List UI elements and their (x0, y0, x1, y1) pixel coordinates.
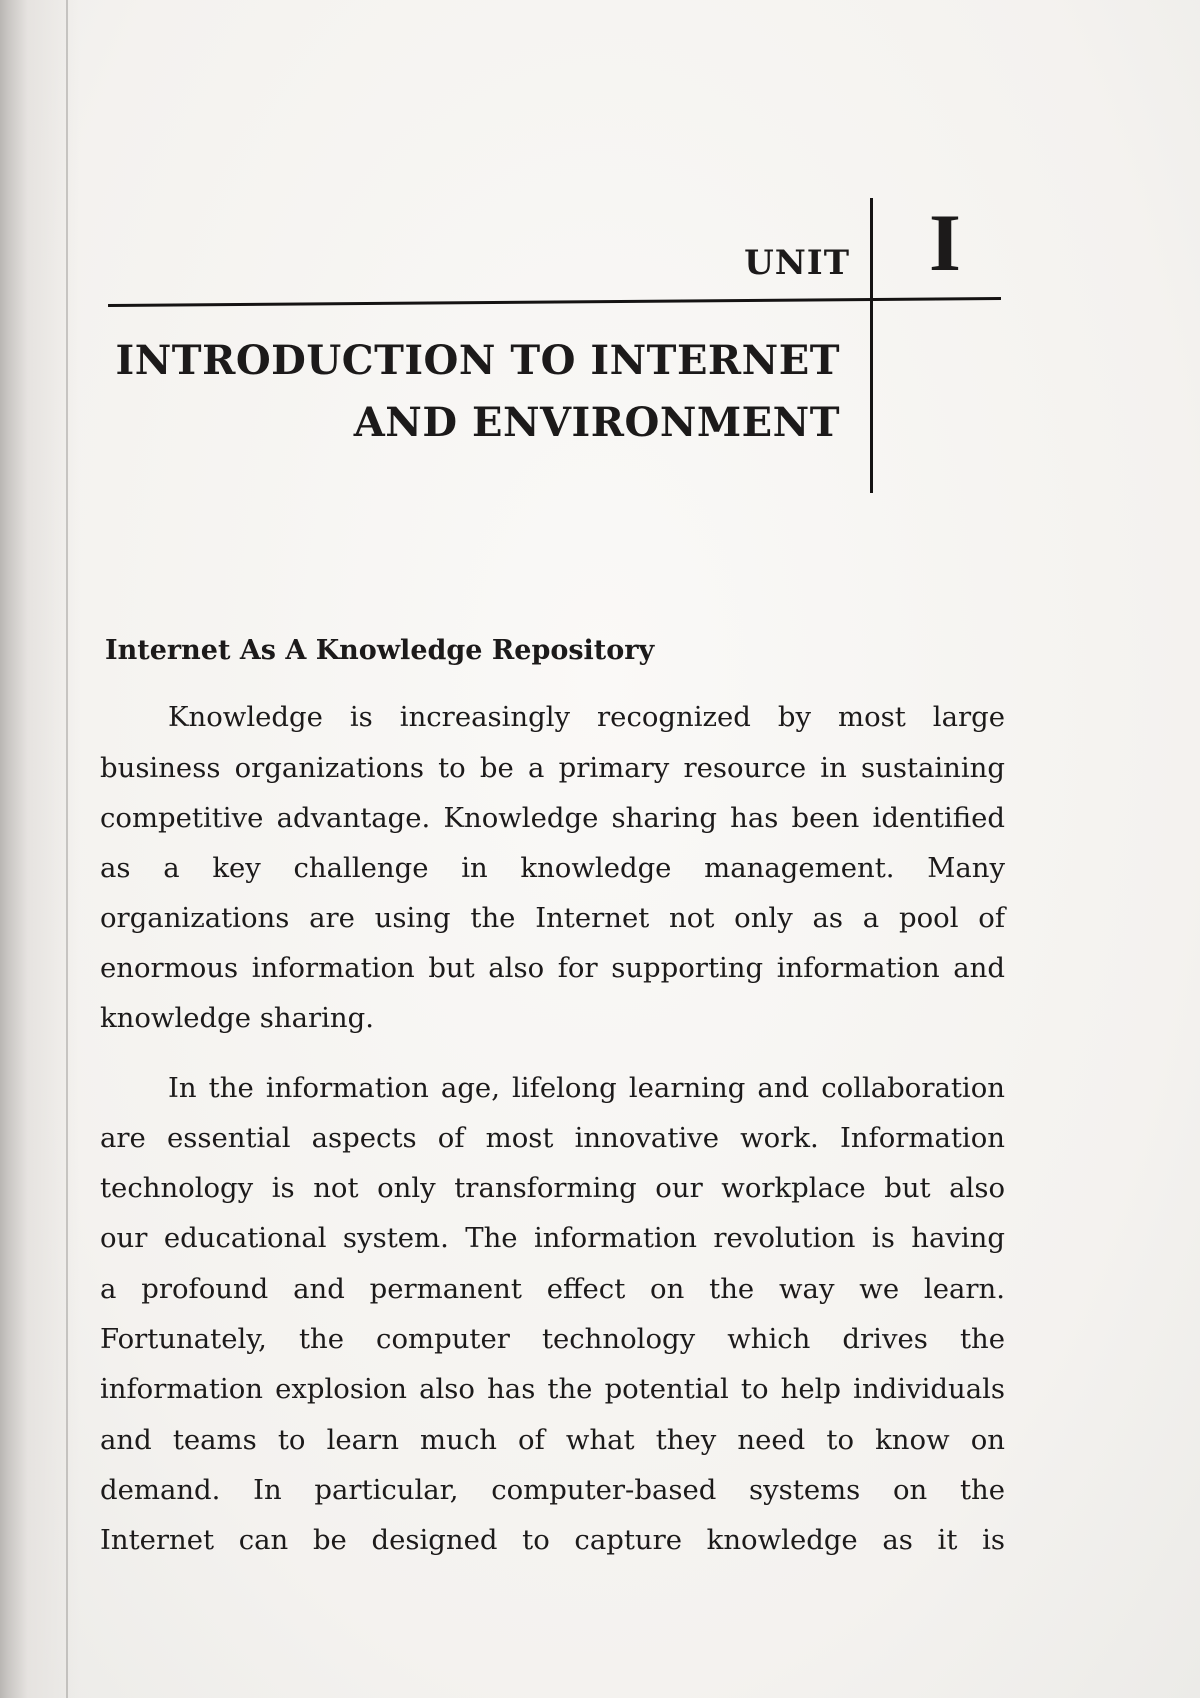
paragraph-line: and teams to learn much of what they need to know on (100, 1424, 1005, 1456)
chapter-title-line-2: AND ENVIRONMENT (353, 399, 840, 446)
page-binding-edge-line (66, 0, 68, 1698)
paragraph-line: competitive advantage. Knowledge sharing has been identified (100, 802, 1005, 834)
paragraph-line: Fortunately, the computer technology which drives the (100, 1323, 1005, 1355)
chapter-title-line-1: INTRODUCTION TO INTERNET (115, 337, 840, 384)
unit-header-horizontal-rule (108, 297, 1001, 307)
paragraph-line: information explosion also has the potential to help individuals (100, 1373, 1005, 1405)
unit-header-vertical-rule (870, 198, 873, 493)
section-heading: Internet As A Knowledge Repository (105, 635, 655, 666)
paragraph-line: our educational system. The information revolution is having (100, 1222, 1005, 1254)
paragraph-line: enormous information but also for supporting information and (100, 952, 1005, 984)
unit-label: UNIT (744, 243, 850, 283)
paragraph-line: knowledge sharing. (100, 1002, 374, 1034)
page-binding-shadow (0, 0, 80, 1698)
paragraph-line: are essential aspects of most innovative work. Information (100, 1122, 1005, 1154)
paragraph-line: technology is not only transforming our workplace but also (100, 1172, 1005, 1204)
paragraph-line: organizations are using the Internet not only as a pool of (100, 902, 1005, 934)
paragraph-line: Knowledge is increasingly recognized by most large (168, 701, 1005, 733)
chapter-title (110, 330, 840, 454)
paragraph-line: a profound and permanent effect on the way we learn. (100, 1273, 1005, 1305)
paragraph-line: Internet can be designed to capture knowledge as it is (100, 1524, 1005, 1556)
paragraph-line: as a key challenge in knowledge management. Many (100, 852, 1005, 884)
paragraph-line: business organizations to be a primary resource in sustaining (100, 752, 1005, 784)
paragraph-line: demand. In particular, computer-based systems on the (100, 1474, 1005, 1506)
unit-number: I (929, 197, 961, 288)
paragraph-line: In the information age, lifelong learning and collaboration (168, 1072, 1005, 1104)
